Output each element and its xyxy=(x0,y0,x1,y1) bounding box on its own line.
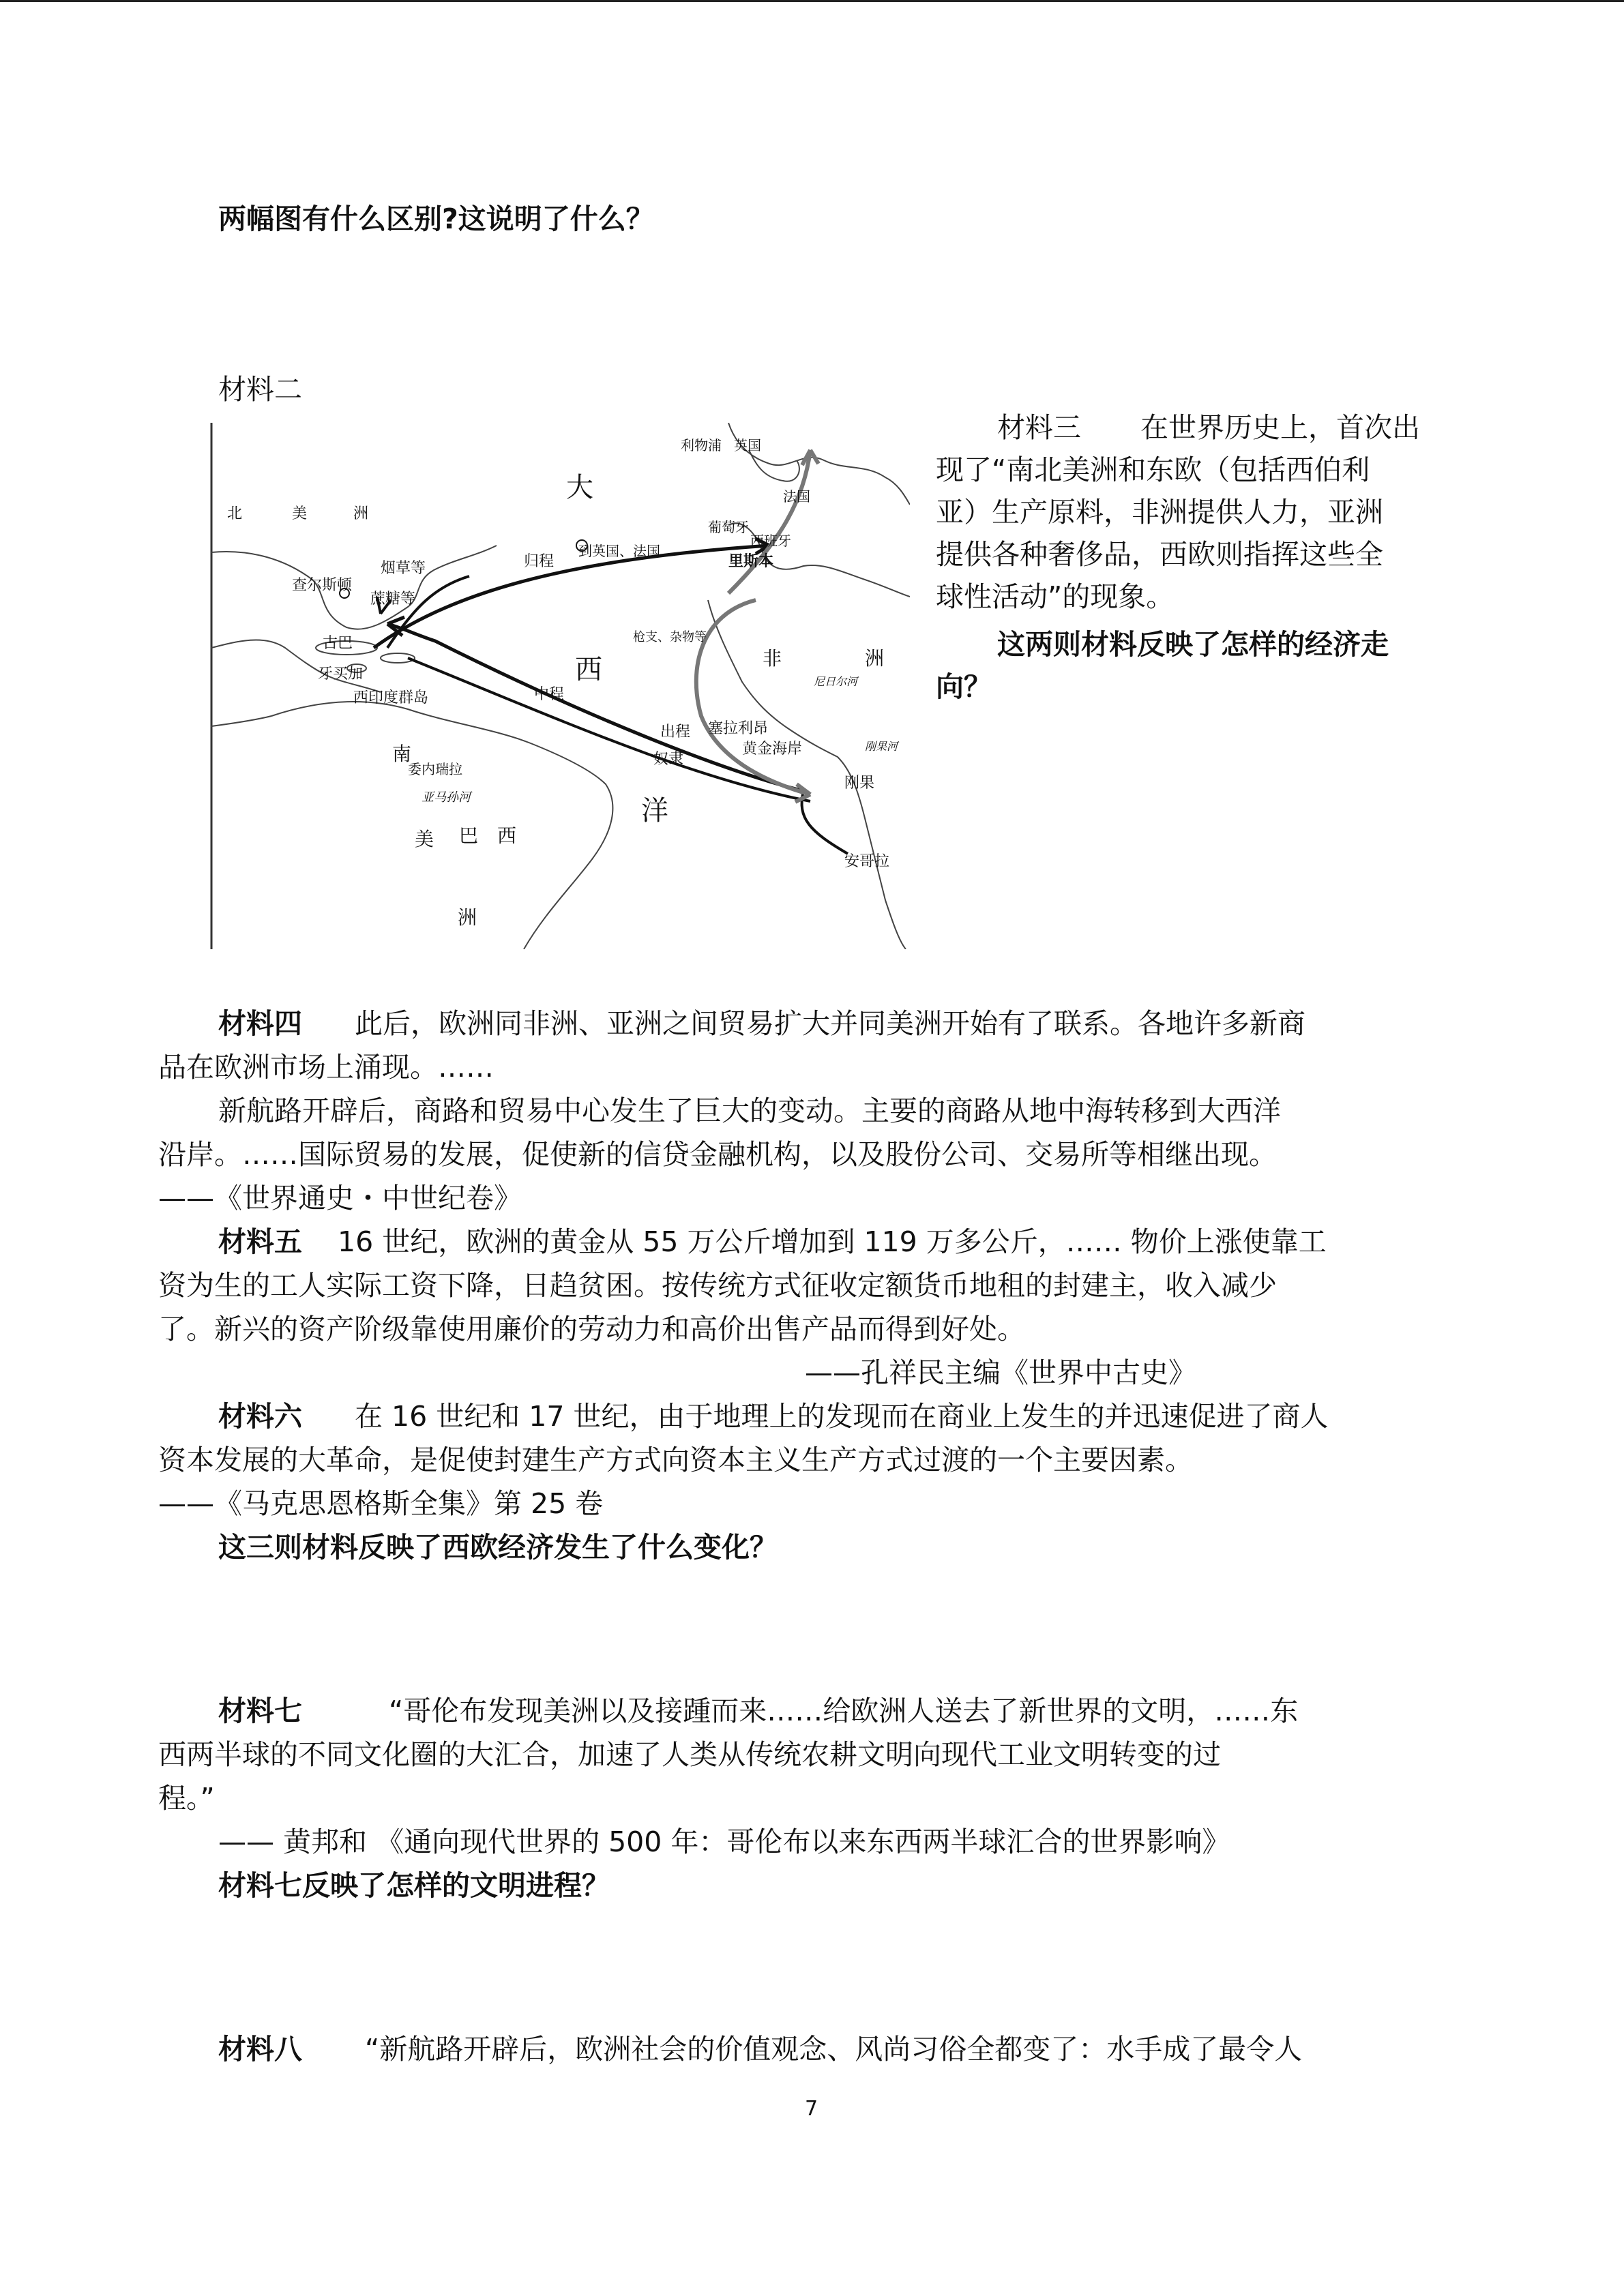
label-lisbon: 里斯本 xyxy=(728,553,774,570)
label-nan: 南 xyxy=(392,743,412,765)
material-6-line-1: 在 16 世纪和 17 世纪，由于地理上的发现而在商业上发生的并迅速促进了商人 xyxy=(355,1400,1329,1433)
label-fei: 非 xyxy=(763,647,782,670)
material-4-source: ——《世界通史・中世纪卷》 xyxy=(158,1182,522,1214)
label-congo: 刚果 xyxy=(844,775,875,792)
material-7-line-2: 西两半球的不同文化圈的大汇合，加速了人类从传统农耕文明向现代工业文明转变的过 xyxy=(158,1738,1221,1771)
label-gold-coast: 黄金海岸 xyxy=(742,741,803,758)
label-zhou-s: 洲 xyxy=(458,906,477,929)
material-3-line-5: 球性活动”的现象。 xyxy=(936,580,1175,613)
material-2-title: 材料二 xyxy=(218,373,302,406)
label-return: 归程 xyxy=(524,553,555,570)
label-liverpool: 利物浦 xyxy=(681,437,722,453)
material-3-line-4: 提供各种奢侈品，西欧则指挥这些全 xyxy=(936,538,1383,571)
material-4-line-1: 此后，欧洲同非洲、亚洲之间贸易扩大并同美洲开始有了联系。各地许多新商 xyxy=(355,1007,1305,1040)
label-portugal: 葡萄牙 xyxy=(708,519,749,535)
material-4-line-4: 沿岸。……国际贸易的发展，促使新的信贷金融机构，以及股份公司、交易所等相继出现。 xyxy=(158,1138,1277,1171)
question-2-line-2: 向？ xyxy=(936,670,992,703)
label-tobacco: 烟草等 xyxy=(381,560,426,577)
material-5-line-1: 16 世纪，欧洲的黄金从 55 万公斤增加到 119 万多公斤，…… 物价上涨使靠工 xyxy=(338,1225,1327,1258)
material-3-line-1: 在世界历史上，首次出 xyxy=(1140,411,1420,444)
question-1: 两幅图有什么区别?这说明了什么？ xyxy=(218,203,654,235)
material-7-line-1: “哥伦布发现美洲以及接踵而来……给欧洲人送去了新世界的文明，……东 xyxy=(389,1695,1299,1727)
question-4: 材料七反映了怎样的文明进程？ xyxy=(218,1869,610,1902)
material-7-line-3: 程。” xyxy=(158,1782,215,1815)
label-da: 大 xyxy=(566,472,593,503)
material-4-line-2: 品在欧洲市场上涌现。…… xyxy=(158,1051,494,1084)
label-angola: 安哥拉 xyxy=(844,853,890,870)
question-2-line-1: 这两则材料反映了怎样的经济走 xyxy=(997,628,1389,661)
material-6-title: 材料六 xyxy=(218,1400,302,1433)
material-5-source: ——孔祥民主编《世界中古史》 xyxy=(805,1356,1196,1389)
material-8-line-1: “新航路开辟后，欧洲社会的价值观念、风尚习俗全都变了：水手成了最令人 xyxy=(365,2033,1303,2066)
label-sierra-leone: 塞拉利昂 xyxy=(708,720,769,737)
label-zhou-n: 洲 xyxy=(353,505,369,522)
label-goods: 枪支、杂物等 xyxy=(633,630,707,644)
question-3: 这三则材料反映了西欧经济发生了什么变化？ xyxy=(218,1531,778,1564)
material-5-line-3: 了。新兴的资产阶级靠使用廉价的劳动力和高价出售产品而得到好处。 xyxy=(158,1313,1025,1345)
label-north: 北 xyxy=(227,505,243,522)
label-spain: 西班牙 xyxy=(750,533,791,549)
material-3-line-2: 现了“南北美洲和东欧（包括西伯利 xyxy=(936,453,1370,486)
label-slaves: 奴隶 xyxy=(653,751,684,768)
label-france: 法国 xyxy=(783,488,810,505)
material-5-title: 材料五 xyxy=(218,1225,302,1258)
label-brazil: 巴 西 xyxy=(459,824,517,847)
label-west-indies: 西印度群岛 xyxy=(353,689,429,706)
material-6-line-2: 资本发展的大革命，是促使封建生产方式向资本主义生产方式过渡的一个主要因素。 xyxy=(158,1444,1193,1476)
label-sugar: 蔗糖等 xyxy=(370,591,416,608)
label-outbound: 出程 xyxy=(660,724,691,741)
material-8-title: 材料八 xyxy=(218,2033,302,2066)
label-mei-n: 美 xyxy=(292,505,308,522)
label-venezuela: 委内瑞拉 xyxy=(408,761,462,777)
label-mei-s: 美 xyxy=(415,828,434,850)
material-3-title: 材料三 xyxy=(997,411,1081,444)
triangular-trade-map xyxy=(210,423,910,949)
label-cuba: 古巴 xyxy=(323,635,353,652)
label-to-eng-fr: 到英国、法国 xyxy=(578,543,660,559)
material-7-title: 材料七 xyxy=(218,1695,302,1727)
label-niger: 尼日尔河 xyxy=(814,675,858,688)
material-3-line-3: 亚）生产原料，非洲提供人力，亚洲 xyxy=(936,496,1383,528)
label-charleston: 查尔斯顿 xyxy=(292,577,353,594)
label-england: 英国 xyxy=(734,437,761,453)
page-number: 7 xyxy=(805,2097,818,2121)
top-border xyxy=(0,0,1624,2)
material-4-title: 材料四 xyxy=(218,1007,302,1040)
material-7-source: —— 黄邦和 《通向现代世界的 500 年：哥伦布以来东西两半球汇合的世界影响》 xyxy=(218,1825,1230,1858)
label-jamaica: 牙买加 xyxy=(318,666,364,683)
label-congo-river: 刚果河 xyxy=(865,740,898,753)
label-zhou-af: 洲 xyxy=(865,647,885,670)
label-middle: 中程 xyxy=(534,686,565,703)
material-5-line-2: 资为生的工人实际工资下降，日趋贫困。按传统方式征收定额货币地租的封建主，收入减少 xyxy=(158,1269,1277,1302)
label-xi: 西 xyxy=(575,654,602,685)
label-amazon: 亚马孙河 xyxy=(422,790,471,805)
label-yang: 洋 xyxy=(641,795,668,826)
material-6-source: ——《马克思恩格斯全集》第 25 卷 xyxy=(158,1487,604,1520)
material-4-line-3: 新航路开辟后，商路和贸易中心发生了巨大的变动。主要的商路从地中海转移到大西洋 xyxy=(218,1094,1281,1127)
